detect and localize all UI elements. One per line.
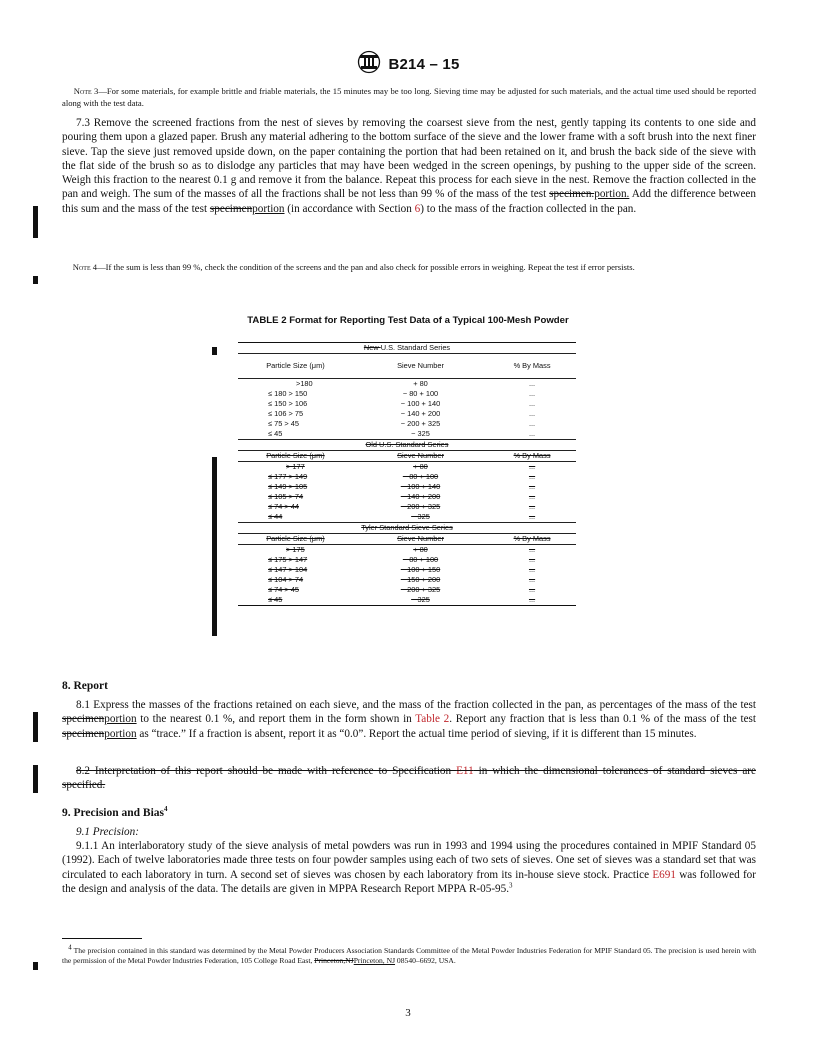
p8-1-inserted-1: portion	[104, 713, 137, 726]
footnote-4	[62, 943, 756, 966]
p7-3-text-d: ) to the mass of the fraction collected in the pan.	[420, 202, 637, 215]
change-bar	[33, 206, 38, 238]
table-row	[238, 575, 576, 585]
e691-link[interactable]: E691	[652, 868, 676, 881]
p8-1-text-b: to the nearest 0.1 %, and report them in the form shown in	[136, 713, 416, 726]
p8-1-inserted-2: portion	[104, 727, 137, 740]
p7-3-inserted-2: portion	[252, 202, 285, 215]
cell: ≤ 175 > 147	[268, 555, 308, 564]
p7-3-text-a: 7.3 Remove the screened fractions from the nest of sieves by removing the coarsest sieve from the nest, gently tapping its contents to one side and pouring them upon a glazed paper. Brush any material adhering to the bottom surface of the sieve and the lower frame with a soft brush into the next finer sieve. Tap the sieve just removed upside down, on the paper containing the portion that had been retained on it, and brush the back side of the sieve with the flat side of the brush so as to dislodge any particles that may have been wedged in the screen openings, by pushing to the upper side of the screen. Weigh this fraction to the nearest 0.1 g and remove it from the balance. Repeat this process for each sieve in the nest. Remove the fraction collected in the pan and weigh. The sum of the masses of all the fractions shall be not less than 99 % of the mass of the test	[62, 117, 756, 201]
table-row	[238, 419, 576, 429]
cell: ≤ 147 > 104	[268, 565, 308, 574]
table-2-title: TABLE 2 Format for Reporting Test Data of a Typical 100-Mesh Powder	[247, 315, 569, 326]
tyler-header-sieve-number: Sieve Number	[353, 534, 488, 545]
footnote-4-marker[interactable]: 4	[164, 805, 168, 814]
cell: ≤ 149 > 105	[268, 482, 308, 491]
cell: − 150 + 200	[400, 575, 441, 584]
cell: − 100 + 140	[400, 482, 441, 491]
p8-1-text-d: as “trace.” If a fraction is absent, report it as “0.0”. Report the actual time period of sieving, if it is different than 15 minutes.	[136, 727, 697, 740]
cell: + 80	[413, 462, 428, 471]
cell: − 200 + 325	[400, 502, 441, 511]
cell: ≤ 74 > 44	[268, 502, 299, 511]
p9-1-1-text-b: was followed for the design and analysis of the data. The details are given in MPPA Research Report MPPA R-05-95.	[62, 868, 757, 895]
table-row	[238, 429, 576, 440]
cell: ≤ 104 > 74	[268, 575, 304, 584]
note-3-label: Note 3	[73, 86, 99, 96]
cell: ≤ 106 > 75	[268, 409, 304, 418]
table-row	[238, 389, 576, 399]
cell: ≤ 45	[238, 595, 353, 606]
p7-3-deleted-2: specimen	[209, 202, 253, 215]
cell: > 177	[286, 462, 305, 471]
paragraph-9-1	[62, 825, 756, 839]
cell: ...	[488, 512, 576, 523]
cell: ...	[528, 502, 536, 511]
paragraph-7-3	[62, 116, 756, 216]
table-2	[238, 342, 576, 606]
p8-1-deleted-1: specimen	[62, 713, 105, 726]
p7-3-text-b: Add the difference between this sum and the mass of the test	[62, 188, 756, 215]
cell: ...	[528, 555, 536, 564]
change-bar	[33, 276, 38, 284]
page-number: 3	[405, 1007, 411, 1019]
note-3-text: —For some materials, for example brittle and friable materials, the 15 minutes may be too long. Sieving time may be adjusted for such materials, and the actual time used should be reported along with the test data.	[62, 86, 756, 108]
note-4-label: Note 4	[72, 262, 98, 272]
old-header-sieve-number: Sieve Number	[353, 451, 488, 462]
cell: ≤ 45	[238, 429, 353, 440]
cell: ...	[528, 462, 536, 471]
cell: ...	[528, 482, 536, 491]
p7-3-deleted-1: specimen.	[549, 188, 595, 201]
cell: − 325	[353, 429, 488, 440]
cell: + 80	[413, 379, 428, 388]
cell: ≤ 105 > 74	[268, 492, 304, 501]
cell: − 140 + 200	[400, 492, 441, 501]
old-series-title: Old U.S. Standard Series	[238, 440, 576, 451]
e11-link[interactable]: E11	[456, 765, 474, 777]
cell: − 140 + 200	[400, 409, 441, 418]
new-series-title	[238, 343, 576, 354]
cell: ≤ 177 > 149	[268, 472, 308, 481]
footnote-rule	[62, 938, 142, 939]
note-3	[62, 86, 756, 109]
footnote-text-a: The precision contained in this standard was determined by the Metal Powder Producers Association Standards Committee of the Metal Powder Industries Federation for MPIF Standard 05. The precision is used herein with the permission of the Metal Powder Industries Federation, 105 College Road East,	[62, 946, 756, 965]
cell: − 200 + 325	[400, 585, 441, 594]
cell: ≤ 75 > 45	[268, 419, 299, 428]
table-row	[238, 462, 576, 473]
change-bar	[33, 712, 38, 742]
section-9-heading-text: 9. Precision and Bias	[62, 807, 165, 819]
p8-2-text-a: 8.2 Interpretation of this report should be made with reference to Specification	[76, 765, 457, 777]
cell: > 175	[286, 545, 305, 554]
cell: ...	[528, 472, 536, 481]
cell: ...	[528, 545, 536, 554]
old-header-particle-size: Particle Size (μm)	[238, 451, 353, 462]
cell: − 100 + 140	[400, 399, 441, 408]
paragraph-8-1	[62, 698, 756, 741]
p7-3-text-c: (in accordance with Section	[284, 202, 415, 215]
table-row	[238, 595, 576, 606]
cell: ≤ 180 > 150	[268, 389, 308, 398]
cell: ...	[488, 595, 576, 606]
p8-1-text-a: 8.1 Express the masses of the fractions retained on each sieve, and the mass of the fraction collected in the pan, as percentages of the mass of the test	[76, 699, 756, 711]
new-series-title-text: U.S. Standard Series	[380, 343, 451, 352]
note-4	[62, 262, 756, 274]
document-designation: B214 – 15	[388, 56, 460, 73]
paragraph-8-2	[62, 764, 756, 793]
cell: ...	[528, 575, 536, 584]
new-header-sieve-number: Sieve Number	[353, 354, 488, 379]
cell: ...	[528, 492, 536, 501]
cell: ...	[528, 585, 536, 594]
change-bar	[33, 962, 38, 970]
cell: − 325	[353, 595, 488, 606]
new-header-particle-size: Particle Size (μm)	[238, 354, 353, 379]
footnote-4-number: 4	[68, 943, 72, 952]
note-4-text: —If the sum is less than 99 %, check the condition of the screens and the pan and also check for possible errors in weighing. Repeat the test if error persists.	[97, 262, 635, 272]
cell: ≤ 44	[238, 512, 353, 523]
section-8-heading: 8. Report	[62, 680, 108, 692]
p8-2-text-b: in which the dimensional tolerances of standard sieves are specified.	[62, 765, 756, 792]
page-header	[0, 50, 816, 79]
table-row	[238, 555, 576, 565]
tyler-header-percent: % By Mass	[488, 534, 576, 545]
cell: ...	[488, 429, 576, 440]
new-series-title-deleted: New	[363, 343, 381, 352]
table-row	[238, 492, 576, 502]
tyler-series-title: Tyler Standard Sieve Series	[238, 523, 576, 534]
table-row	[238, 379, 576, 390]
footnote-inserted: Princeton, NJ	[353, 956, 396, 965]
cell: − 80 + 100	[402, 389, 439, 398]
cell: ...	[528, 399, 536, 408]
paragraph-9-1-1	[62, 839, 756, 896]
cell: ≤ 150 > 106	[268, 399, 308, 408]
cell: − 80 + 100	[402, 555, 439, 564]
footnote-deleted: Princeton,NJ	[314, 956, 354, 965]
cell: ...	[528, 565, 536, 574]
p9-1-1-text-a: 9.1.1 An interlaboratory study of the sieve analysis of metal powders was run in 1993 and 1994 using the procedures contained in MPIF Standard 05 (1992). Each of twelve laboratories made three tests on four powder samples using each of two sets of sieves. One set of sieves was a standard set that was circulated to each laboratory in turn. A second set of sieves was chosen by each laboratory from its in-house sieve stock. Practice	[62, 840, 756, 881]
table-row	[238, 502, 576, 512]
p9-1-text: 9.1 Precision:	[76, 826, 139, 838]
table-2-link[interactable]: Table 2	[415, 713, 450, 726]
cell: ...	[528, 419, 536, 428]
section-6-link[interactable]: 6	[414, 202, 421, 215]
table-row	[238, 545, 576, 556]
cell: >180	[296, 379, 313, 388]
new-header-percent: % By Mass	[488, 354, 576, 379]
old-header-percent: % By Mass	[488, 451, 576, 462]
change-bar	[33, 765, 38, 793]
table-row	[238, 399, 576, 409]
table-row	[238, 482, 576, 492]
footnote-3-marker[interactable]: 3	[509, 881, 513, 890]
cell: − 200 + 325	[400, 419, 441, 428]
cell: ≤ 74 > 45	[268, 585, 299, 594]
p8-1-deleted-2: specimen	[62, 727, 105, 740]
cell: − 100 + 150	[400, 565, 441, 574]
section-9-heading	[62, 807, 168, 819]
table-row	[238, 512, 576, 523]
p8-1-text-c: . Report any fraction that is less than 0.1 % of the mass of the test	[449, 713, 757, 726]
table-row	[238, 565, 576, 575]
cell: − 325	[353, 512, 488, 523]
cell: − 80 + 100	[402, 472, 439, 481]
astm-logo	[356, 50, 382, 79]
cell: + 80	[413, 545, 428, 554]
table-row	[238, 585, 576, 595]
cell: ...	[528, 389, 536, 398]
cell: ...	[528, 409, 536, 418]
table-row	[238, 409, 576, 419]
tyler-header-particle-size: Particle Size (μm)	[238, 534, 353, 545]
p7-3-inserted-1: portion.	[594, 188, 630, 201]
cell: ...	[528, 379, 536, 388]
change-bar	[212, 347, 217, 355]
change-bar	[212, 457, 217, 636]
footnote-text-b: 08540–6692, USA.	[395, 956, 456, 965]
table-row	[238, 472, 576, 482]
